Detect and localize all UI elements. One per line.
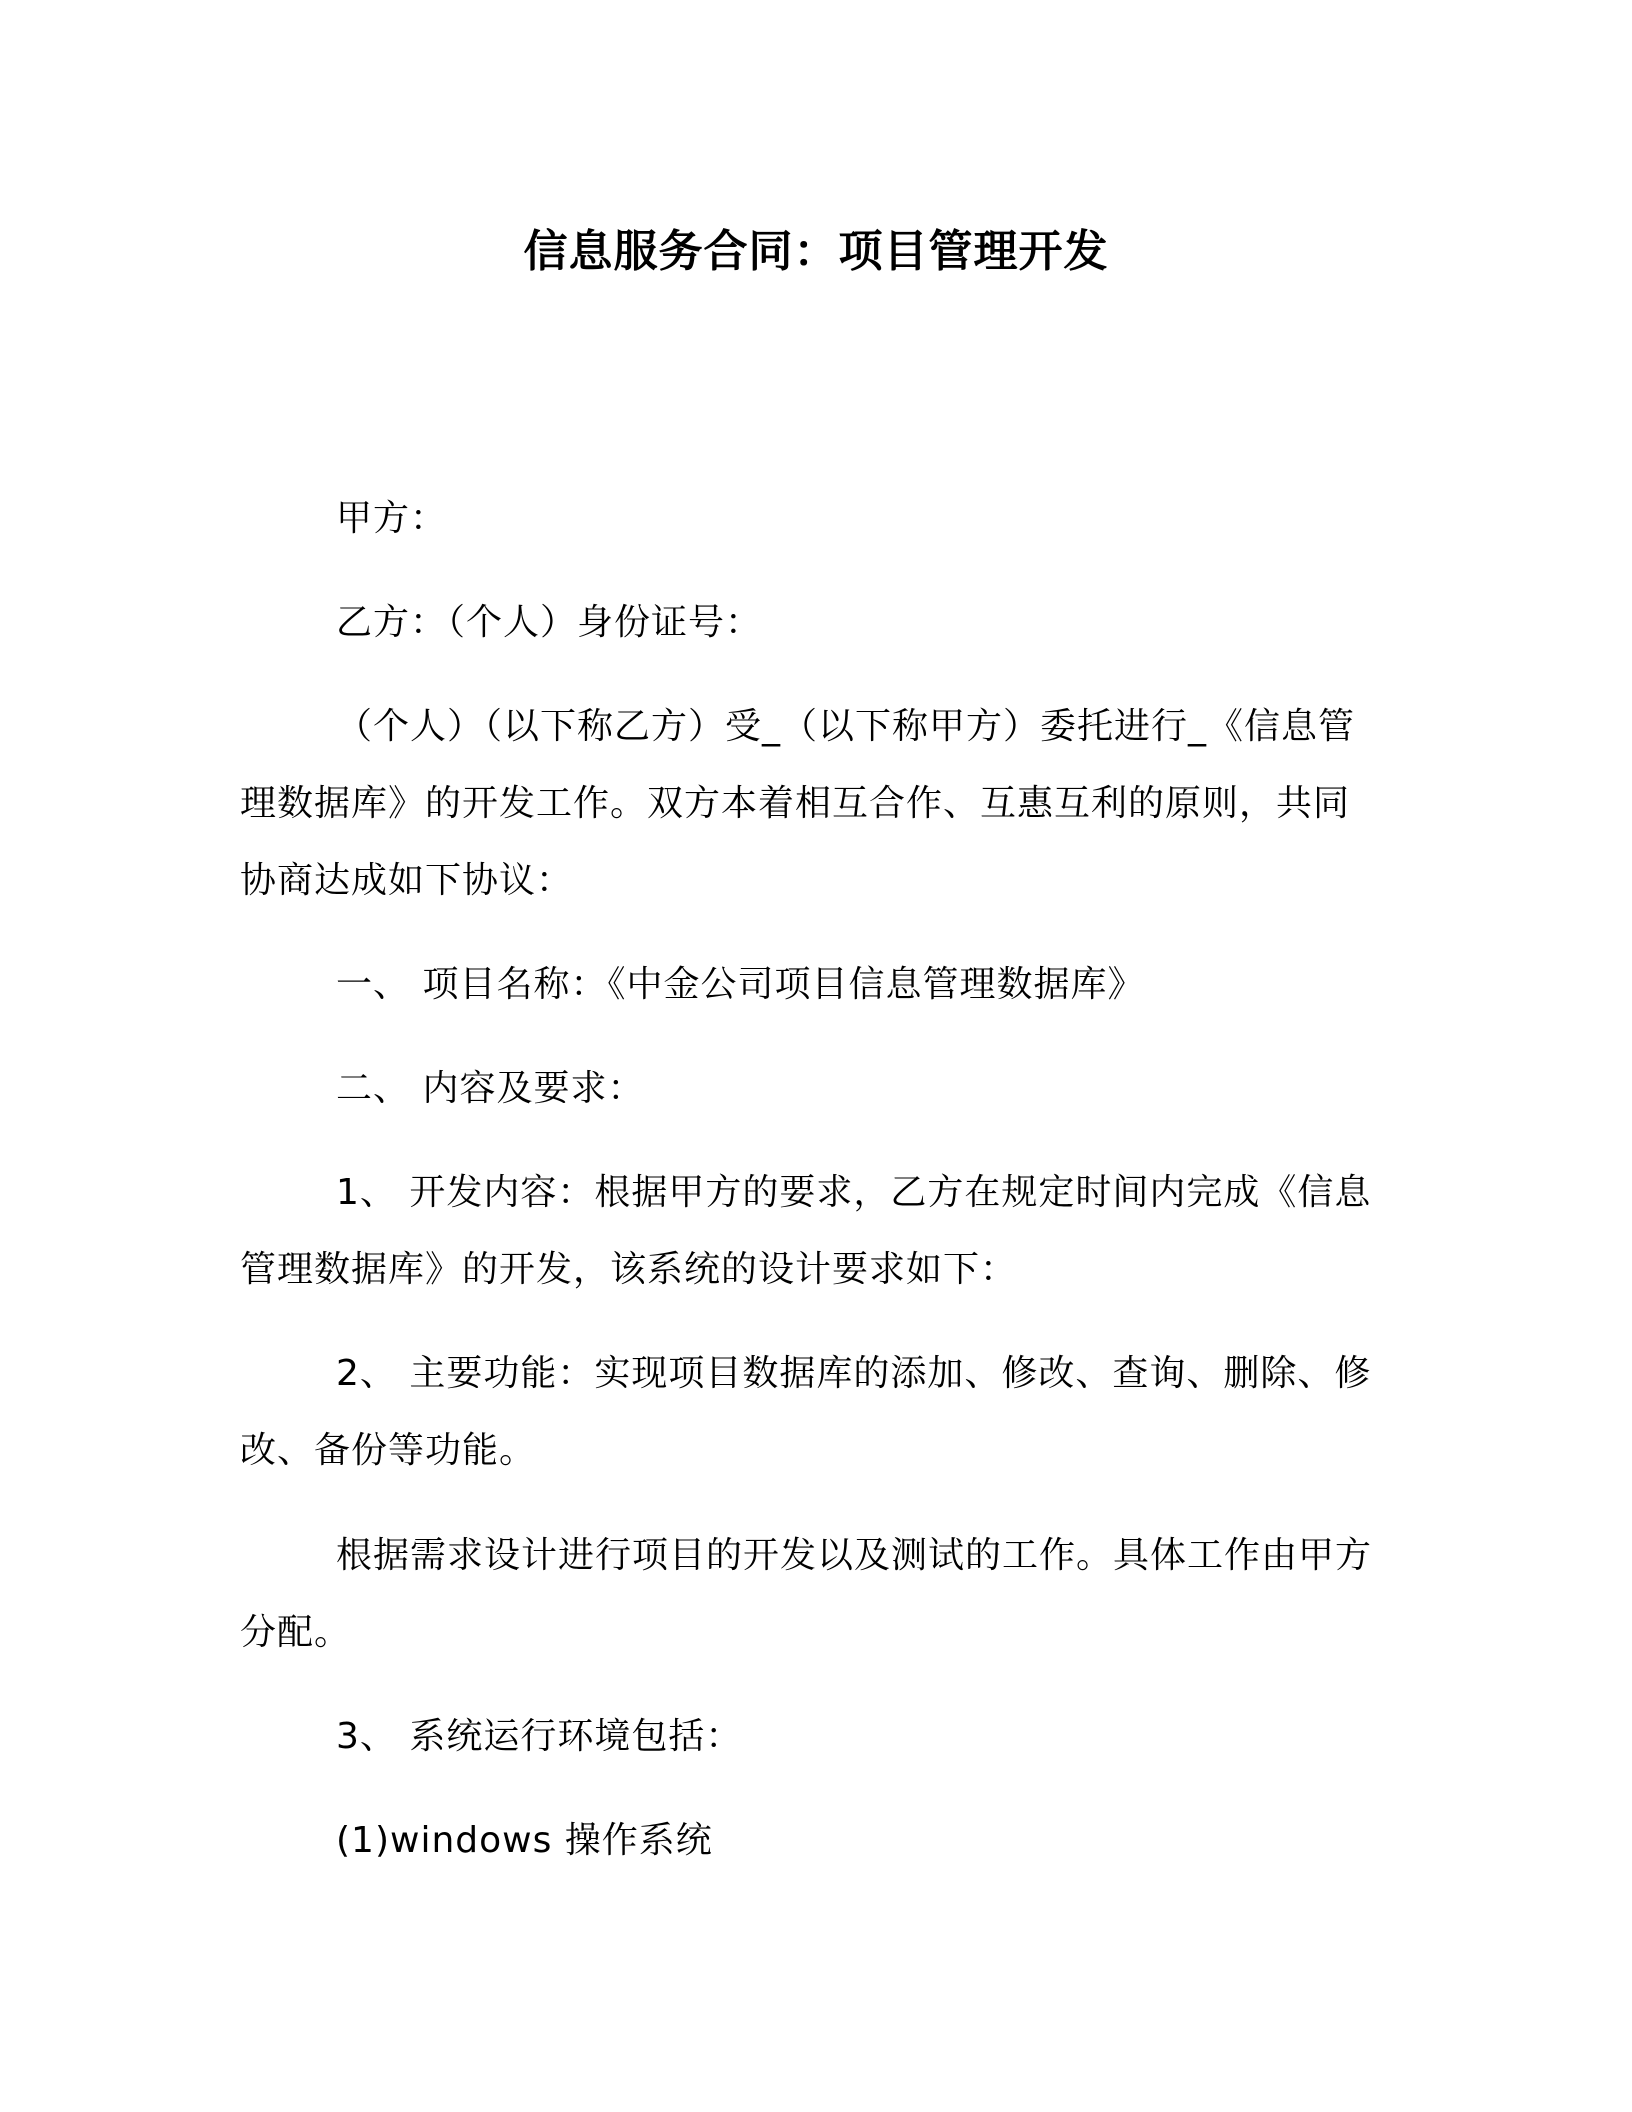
section-1-project-name: 一、 项目名称：《中金公司项目信息管理数据库》 xyxy=(336,964,1145,1005)
intro-paragraph: （个人）（以下称乙方）受_（以下称甲方）委托进行_《信息管理数据库》的开发工作。双方本着相互合作、互惠互利的原则，共同协商达成如下协议： xyxy=(240,706,1356,901)
party-b-line: 乙方：（个人）身份证号： xyxy=(336,602,763,643)
item-2-main-functions: 2、 主要功能：实现项目数据库的添加、修改、查询、删除、修改、备份等功能。 xyxy=(240,1353,1372,1471)
item-3-environment-heading: 3、 系统运行环境包括： xyxy=(336,1716,743,1757)
environment-item-1: (1)windows 操作系统 xyxy=(336,1820,713,1861)
item-1-dev-content: 1、 开发内容：根据甲方的要求，乙方在规定时间内完成《信息管理数据库》的开发，该系统的设计要求如下： xyxy=(240,1172,1372,1290)
document-title: 信息服务合同：项目管理开发 xyxy=(523,226,1109,277)
work-assignment-paragraph: 根据需求设计进行项目的开发以及测试的工作。具体工作由甲方分配。 xyxy=(240,1535,1373,1653)
party-a-line: 甲方： xyxy=(336,498,448,539)
section-2-content-heading: 二、 内容及要求： xyxy=(336,1068,645,1109)
